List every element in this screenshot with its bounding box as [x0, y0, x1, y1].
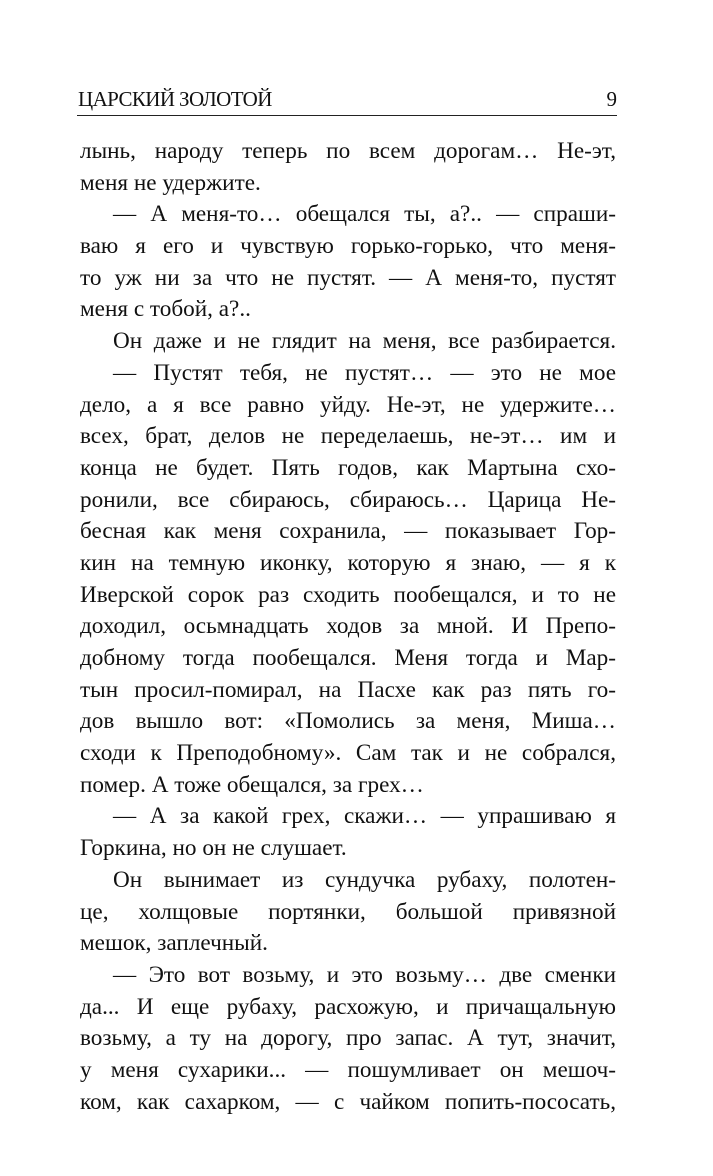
text-line: сходи к Преподобному». Сам так и не собрался, [80, 740, 616, 767]
text-line: ком, как сахарком, — с чайком попить-пососать, [80, 1088, 616, 1115]
text-line: це, холщовые портянки, большой привязной [80, 898, 616, 925]
text-line: у меня сухарики... — пошумливает он мешоч- [80, 1056, 616, 1083]
text-line: доходил, осьмнадцать ходов за мной. И Препо- [80, 613, 616, 640]
text-line: меня не удержите. [80, 169, 261, 196]
text-line: дов вышло вот: «Помолись за меня, Миша… [80, 708, 616, 735]
text-line: помер. А тоже обещался, за грех… [80, 771, 424, 798]
text-line: конца не будет. Пять годов, как Мартына схо- [80, 454, 616, 481]
text-line: Он вынимает из сундучка рубаху, полотен- [113, 866, 616, 893]
text-line: тын просил-помирал, на Пасхе как раз пять го- [80, 676, 616, 703]
text-line: — А за какой грех, скажи… — упрашиваю я [113, 803, 616, 830]
text-line: ронили, все сбираюсь, сбираюсь… Царица Не- [80, 486, 616, 513]
text-line: Иверской сорок раз сходить пообещался, и то не [80, 581, 616, 608]
running-title: ЦАРСКИЙ ЗОЛОТОЙ [78, 87, 272, 111]
text-line: мешок, заплечный. [80, 930, 268, 957]
text-line: ваю я его и чувствую горько-горько, что меня- [80, 233, 616, 260]
text-line: всех, брат, делов не переделаешь, не-эт… им и [80, 423, 616, 450]
text-line: — А меня-то… обещался ты, а?.. — спраши- [113, 201, 616, 228]
text-line: да... И еще рубаху, расхожую, и причащальную [80, 993, 616, 1020]
text-line: бесная как меня сохранила, — показывает Гор- [80, 518, 616, 545]
body-text [80, 136, 616, 1118]
page-number: 9 [606, 87, 617, 111]
text-line: меня с тобой, а?.. [80, 296, 251, 323]
page-header [77, 86, 617, 116]
text-line: лынь, народу теперь по всем дорогам… Не-эт, [80, 138, 616, 164]
text-line: то уж ни за что не пустят. — А меня-то, пустят [80, 264, 616, 291]
text-line: возьму, а ту на дорогу, про запас. А тут, значит, [80, 1025, 616, 1052]
text-line: Горкина, но он не слушает. [80, 835, 347, 862]
text-line: кин на темную иконку, которую я знаю, — я к [80, 549, 616, 576]
text-line: дело, а я все равно уйду. Не-эт, не удержите… [80, 391, 616, 418]
text-line: — Пустят тебя, не пустят… — это не мое [113, 359, 616, 386]
text-line: Он даже и не глядит на меня, все разбирается. [113, 328, 616, 355]
text-line: добному тогда пообещался. Меня тогда и Мар- [80, 645, 616, 671]
text-line: — Это вот возьму, и это возьму… две сменки [113, 961, 616, 988]
